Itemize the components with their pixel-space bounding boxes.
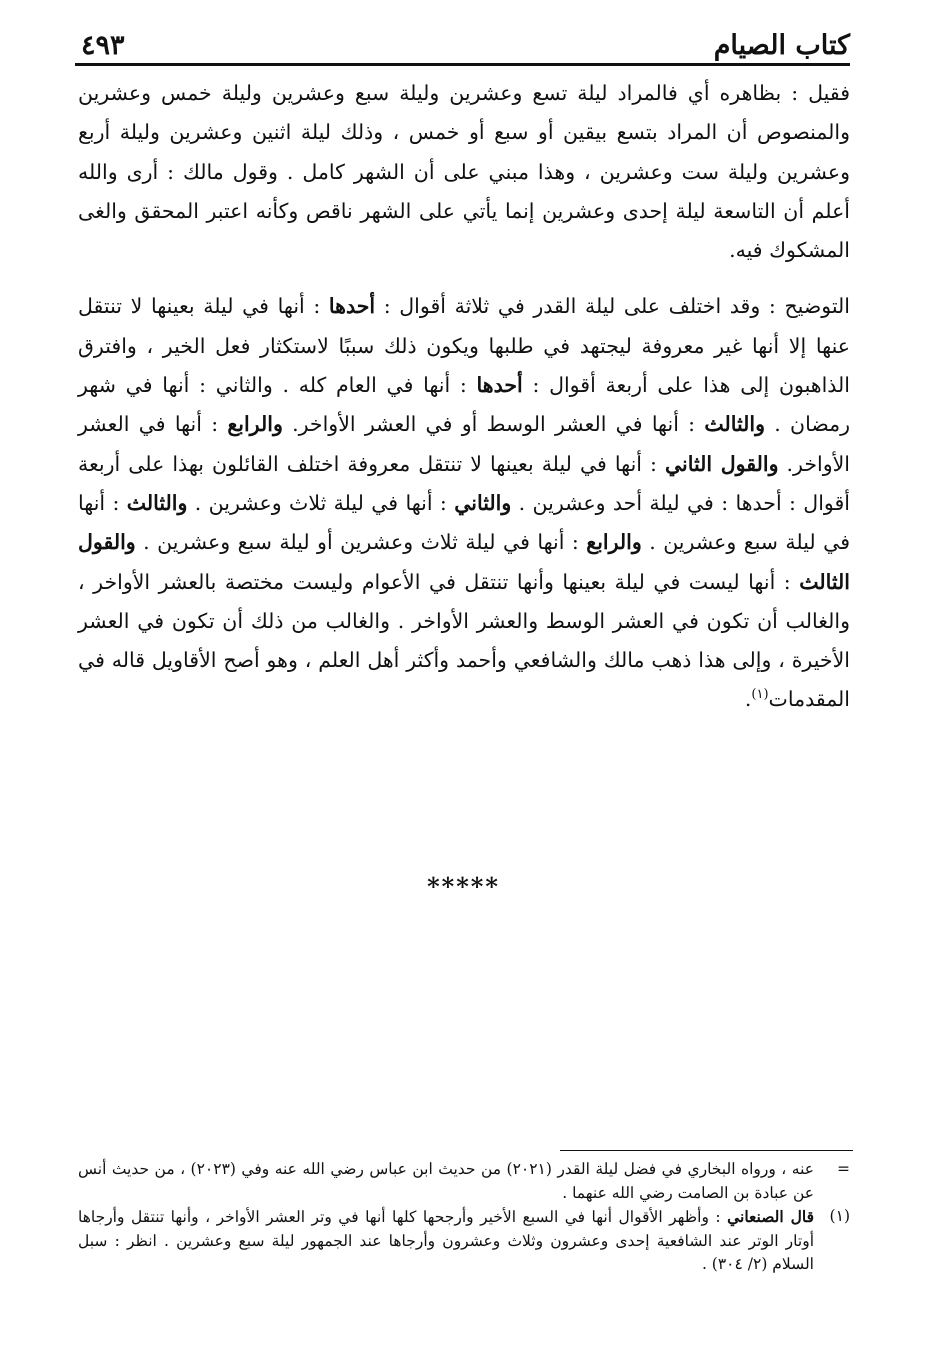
text-segment: : أنها في ليلة بعينها لا تنتقل عنها إلا أنها غير معروفة ليجتهد في طلبها ويكون ذلك سببًا لاستكثار فعل الخير ، وافترق الذاهبون إلى هذا على أربعة أقوال : [78,294,850,398]
text-segment: : أنها ليست في ليلة بعينها وأنها تنتقل في الأعوام وليست مختصة بالعشر الأواخر ، والغالب أن تكون في العشر الوسط والعشر الأواخر . والغالب من ذلك أن تكون في العشر الأخيرة ، وإلى هذا ذهب مالك والشافعي وأحمد وأكثر أهل العلم ، وهو أصح الأقاويل قاله في المقدمات [78,569,850,712]
text-segment: : أنها في ليلة سبع وعشرين . [78,490,850,555]
section-separator: ***** [427,872,500,901]
paragraph-1: فقيل : بظاهره أي فالمراد ليلة تسع وعشرين وليلة سبع وعشرين وليلة خمس وعشرين والمنصوص أن المراد بتسع بيقين أو سبع أو خمس ، وذلك ليلة اثنين وعشرين وليلة أربع وعشرين وليلة ست وعشرين ، وهذا مبني على أن الشهر كامل . وقول مالك : أرى والله أعلم أن التاسعة ليلة إحدى وعشرين إنما يأتي على الشهر ناقص وكأنه اعتبر المحقق والغى المشكوك فيه. [78,81,850,263]
footnote-mark: (١) [829,1207,850,1225]
text-segment: : أنها في العام كله . والثاني : أنها في شهر رمضان . [78,373,850,437]
footnote-reference[interactable]: (١) [751,687,769,703]
footnote-bold-term: قال الصنعاني [727,1207,815,1226]
bold-term: والرابع [586,530,642,555]
page-header [75,26,850,66]
paragraph-2 [78,287,850,719]
footnote-text [78,1205,814,1277]
bold-term: والرابع [227,412,283,437]
running-title: كتاب الصيام [713,30,850,61]
bold-term: والقول الثاني [664,451,779,476]
text-segment: . [744,687,752,712]
footnote-mark: = [837,1160,850,1178]
main-text [78,74,850,720]
header-rule [75,63,850,66]
footnote-rule [560,1150,853,1151]
text-segment: : وأظهر الأقوال أنها في السبع الأخير وأرجحها كلها أنها في وتر العشر الأواخر ، وأنها تنتقل وأرجاها أوتار الوتر عند الشافعية إحدى وعشرون وثلاث وعشرون وأرجاها عند الجمهور ليلة سبع وعشرين . انظر : سبل السلام (٢/ ٣٠٤) . [78,1208,814,1273]
footnote-continuation [78,1158,850,1205]
bold-term: أحدها [476,373,523,398]
text-segment: : أنها في ليلة بعينها لا تنتقل معروفة اختلف القائلون بهذا على أربعة أقوال : أحدها : في ليلة أحد وعشرين . [78,451,850,515]
footnote-text: عنه ، ورواه البخاري في فضل ليلة القدر (٢٠٢١) من حديث ابن عباس رضي الله عنه وفي (٢٠٢٣) ، من حديث أنس عن عبادة بن الصامت رضي الله عنهما . [78,1160,814,1202]
bold-term: والثالث [704,412,765,437]
bold-term: أحدها [328,294,376,319]
text-segment: : أنها في ليلة ثلاث وعشرين أو ليلة سبع وعشرين . [135,530,587,555]
bold-term: والقول الثالث [78,530,850,594]
text-segment: : أنها في العشر الأواخر. [78,412,851,476]
bold-term: والثالث [126,490,188,515]
bold-term: والثاني [454,490,512,515]
footnotes [78,1158,850,1277]
footnote-1 [78,1205,850,1277]
page-number: ٤٩٣ [81,30,125,61]
text-segment: : أنها في ليلة ثلاث وعشرين . [187,490,455,515]
text-segment: التوضيح : وقد اختلف على ليلة القدر في ثلاثة أقوال : [375,294,850,319]
text-segment: : أنها في العشر الوسط أو في العشر الأواخر. [282,412,705,437]
